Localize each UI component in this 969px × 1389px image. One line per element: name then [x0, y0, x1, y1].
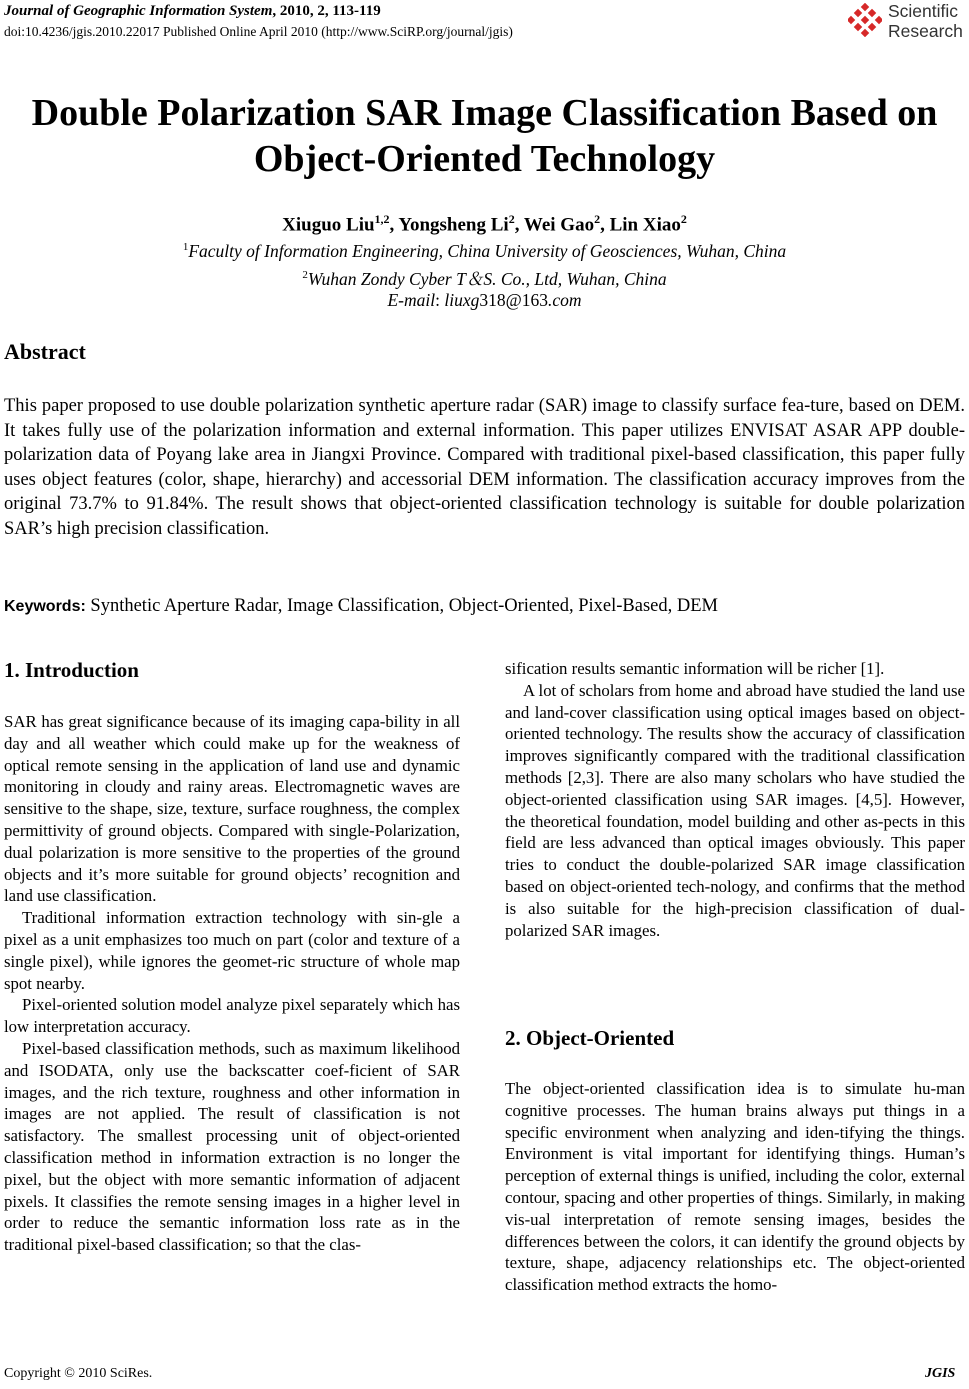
author-list: Xiuguo Liu$^{1,2}$, Yongsheng Li$^2$, Wei Gao$^2$, Lin Xiao$^2$: [282, 212, 687, 236]
affiliation-2: $^2$Wuhan Zondy Cyber T＆S. Co., Ltd, Wuhan, China: [302, 269, 667, 289]
author: Xiuguo Liu: [282, 214, 375, 236]
abstract-text: This paper proposed to use double polarization synthetic aperture radar (SAR) image to classify surface fea-ture, based on DEM. It takes fully use of the polarization information and external information. This paper utilizes ENVISAT ASAR APP double-polarization data of Poyang lake area in Jiangxi Province. Compared with traditional pixel-based classification, this paper fully uses object features (color, shape, hierarchy) and accessorial DEM information. The classification accuracy improves from the original 73.7% to 91.84%. The result shows that object-oriented classification technology is suitable for double polarization SAR’s high precision classification.: [4, 396, 965, 539]
author: Lin Xiao: [609, 214, 681, 236]
publisher-logo: [848, 1, 968, 43]
affiliation-1: $^1$Faculty of Information Engineering, China University of Geosciences, Wuhan, China: [182, 241, 787, 261]
paragraph: Pixel-oriented solution model analyze pixel separately which has low interpretation accuracy.: [4, 995, 460, 1037]
journal-citation: [4, 3, 381, 20]
logo-text: Scientific Research: [888, 1, 963, 41]
journal-details: , 2010, 2, 113-119: [272, 3, 381, 19]
footer-journal-abbr: JGIS: [925, 1366, 956, 1381]
paper-title: Double Polarization SAR Image Classification Based on Object-Oriented Technology: [31, 92, 938, 180]
author-email: E-mail: liuxg318@163.com: [387, 290, 582, 310]
abstract-heading: Abstract: [4, 339, 86, 364]
scirp-logo-icon: [848, 3, 882, 37]
left-column-text: [4, 711, 460, 1256]
section-heading-object-oriented: 2. Object-Oriented: [505, 1026, 675, 1050]
paragraph: SAR has great significance because of its imaging capa-bility in all day and all weather which could make up for the weakness of optical remote sensing in the application of land use and dynamic monitoring in cloudy and rainy areas. Electromagnetic waves are sensitive to the shape, size, texture, surface roughness, the complex permittivity of ground objects. Compared with single-Polarization, dual polarization is more sensitive to the properties of the ground objects and it’s more suitable for ground objects’ recognition and land use classification.: [4, 712, 460, 906]
author: Yongsheng Li: [398, 214, 509, 236]
paragraph: A lot of scholars from home and abroad have studied the land use and land-cover classification using optical images based on object-oriented technology. The results show the accuracy of classification improves significantly compared with the traditional classification methods [2,3]. There are also many scholars who have studied the object-oriented classification using SAR images. [4,5]. However, the theoretical foundation, model building and other as-pects in this field are less advanced than optical images obviously. This paper tries to conduct the double-polarized SAR image classification based on object-oriented tech-nology, and confirms that the method is also suitable for the high-precision classification of dual-polarized SAR images.: [505, 680, 965, 940]
keywords-list: Synthetic Aperture Radar, Image Classification, Object-Oriented, Pixel-Based, DEM: [85, 596, 718, 616]
paragraph: Pixel-based classification methods, such as maximum likelihood and ISODATA, only use the backscatter coef-ficient of SAR images, and the rich texture, roughness and other information in images are not applied. The result of classification is not satisfactory. The smallest processing unit of object-oriented classification method in information extraction is no longer the pixel, but the object with more semantic information of adjacent pixels. It classifies the remote sensing images in a higher level in order to reduce the semantic information loss rate as in the traditional pixel-based classification; so that the clas-: [4, 1038, 460, 1255]
paragraph: sification results semantic information will be richer [1].: [505, 659, 885, 678]
journal-name: Journal of Geographic Information System: [4, 3, 273, 19]
paragraph: The object-oriented classification idea is to simulate hu-man cognitive processes. The human brains always put things in a specific environment when analyzing and iden-tifying the things. Environment is vital important for identifying things. Human’s perception of external things is unified, including the color, external contour, spacing and other properties of things. Similarly, in making vis-ual interpretation of remote sensing images, besides the differences between the colors, it can identify the ground objects by texture, shape, adjacency relationships etc. The object-oriented classification method extracts the homo-: [505, 1079, 965, 1295]
keywords-label: Keywords:: [4, 598, 86, 615]
paragraph: Traditional information extraction technology with sin-gle a pixel as a unit emphasizes too much on part (color and texture of a single pixel), while ignores the geomet-ric structure of whole map spot nearby.: [4, 908, 460, 993]
footer-copyright: Copyright © 2010 SciRes.: [4, 1366, 153, 1381]
section-heading-introduction: 1. Introduction: [4, 658, 139, 682]
author: Wei Gao: [523, 214, 595, 236]
keywords: [4, 596, 965, 617]
right-column-text-2: [505, 1078, 965, 1296]
doi-line: doi:10.4236/jgis.2010.22017 Published Online April 2010 (http://www.SciRP.org/journal/jgis): [4, 24, 513, 39]
right-column-text: [505, 658, 965, 941]
